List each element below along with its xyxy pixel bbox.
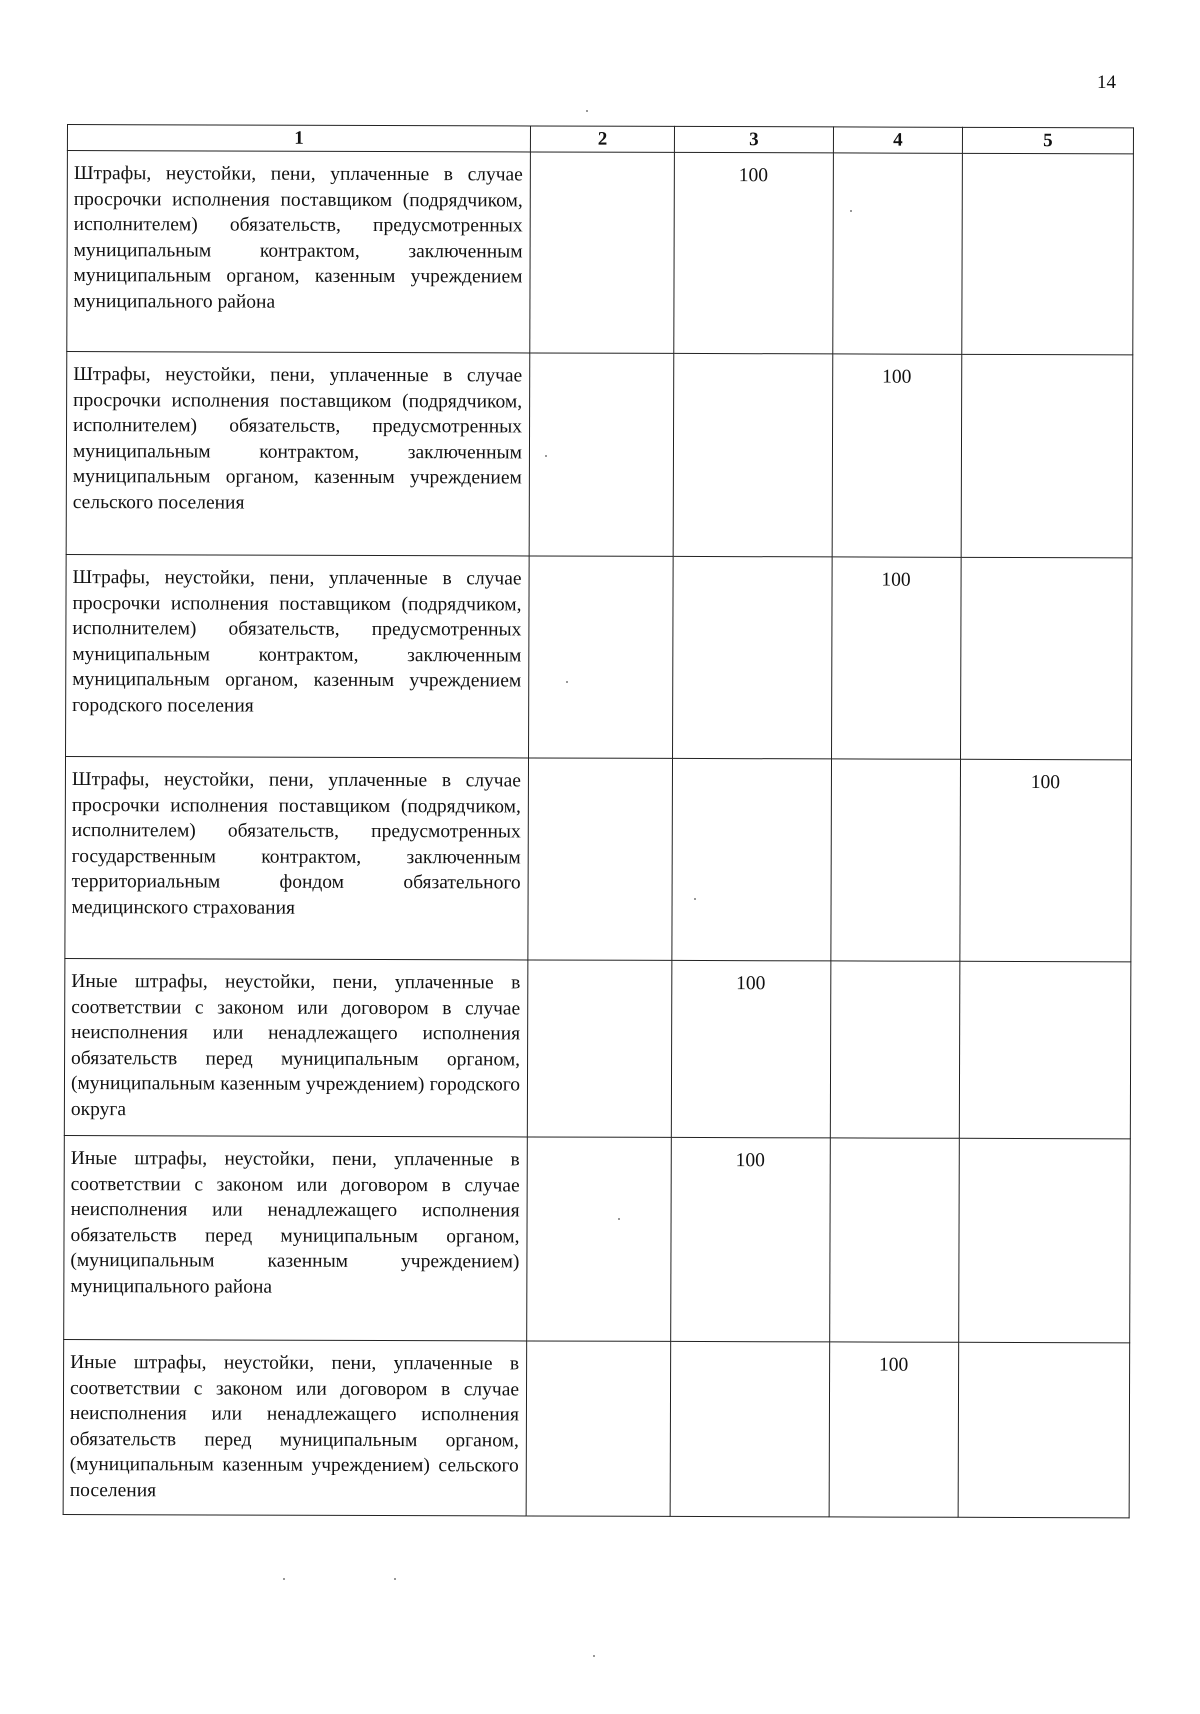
cell-col2 — [529, 556, 674, 758]
cell-col5: 100 — [960, 759, 1132, 962]
table-row — [64, 1135, 1131, 1342]
scan-speck — [694, 898, 696, 900]
scan-speck — [545, 455, 547, 457]
row-description: Штрафы, неустойки, пени, уплаченные в случае просрочки исполнения поставщиком (подрядчиком, исполнителем) обязательств, предусмотренных муниципальным контрактом, заключенным муниципальным органом, казенным учреждением сельского поселения — [66, 352, 530, 556]
scan-speck — [394, 1578, 396, 1580]
scan-speck — [618, 1218, 620, 1220]
cell-col4 — [833, 153, 963, 354]
cell-col4: 100 — [832, 557, 962, 759]
cell-col4 — [830, 1138, 960, 1342]
cell-col5 — [959, 961, 1131, 1139]
cell-col4: 100 — [832, 354, 962, 557]
cell-col3 — [670, 1341, 830, 1516]
scan-speck — [586, 110, 588, 112]
cell-col3 — [673, 556, 833, 758]
page-number: 14 — [1097, 72, 1116, 93]
cell-col3: 100 — [671, 960, 831, 1137]
cell-col3: 100 — [674, 152, 834, 353]
cell-col4: 100 — [829, 1342, 959, 1517]
cell-col4 — [831, 759, 961, 961]
cell-col2 — [526, 1341, 671, 1516]
column-header-1: 1 — [67, 125, 530, 152]
cell-col2 — [529, 353, 674, 556]
cell-col5 — [962, 153, 1134, 355]
table-row — [63, 1339, 1130, 1517]
row-description: Иные штрафы, неустойки, пени, уплаченные в соответствии с законом или договором в случае неисполнения или ненадлежащего исполнения обязательств перед муниципальным органом, (муниципальным казенным учреждением) городского округа — [64, 958, 528, 1136]
table-row — [65, 756, 1132, 961]
cell-col5 — [961, 557, 1133, 760]
table-row — [64, 958, 1131, 1138]
cell-col3: 100 — [671, 1137, 831, 1341]
column-header-4: 4 — [833, 127, 962, 153]
table-row — [66, 352, 1133, 558]
scan-speck — [850, 210, 852, 212]
cell-col5 — [959, 1138, 1131, 1343]
cell-col4 — [830, 961, 960, 1138]
scan-speck — [283, 1578, 285, 1580]
column-header-2: 2 — [530, 126, 674, 152]
column-header-5: 5 — [962, 127, 1133, 154]
row-description: Иные штрафы, неустойки, пени, уплаченные в соответствии с законом или договором в случае неисполнения или ненадлежащего исполнения обязательств перед муниципальным органом, (муниципальным казенным учреждением) сельского поселения — [63, 1339, 527, 1515]
table-row — [66, 554, 1133, 759]
cell-col3 — [673, 353, 833, 556]
cell-col2 — [527, 1137, 672, 1341]
cell-col5 — [958, 1342, 1130, 1518]
cell-col5 — [961, 354, 1133, 558]
cell-col3 — [672, 758, 832, 960]
revenue-classification-table — [63, 124, 1134, 1518]
scan-speck — [566, 681, 568, 683]
scan-speck — [593, 1655, 595, 1657]
cell-col2 — [527, 960, 672, 1137]
table-row — [67, 151, 1134, 355]
table-header-row — [67, 125, 1133, 154]
column-header-3: 3 — [674, 126, 833, 152]
row-description: Штрафы, неустойки, пени, уплаченные в случае просрочки исполнения поставщиком (подрядчиком, исполнителем) обязательств, предусмотренных государственным контрактом, заключенным территориальным фондом обязательного медицинского страхования — [65, 756, 529, 959]
row-description: Штрафы, неустойки, пени, уплаченные в случае просрочки исполнения поставщиком (подрядчиком, исполнителем) обязательств, предусмотренных муниципальным контрактом, заключенным муниципальным органом, казенным учреждением городского поселения — [66, 554, 530, 757]
cell-col2 — [530, 152, 675, 353]
cell-col2 — [528, 758, 673, 960]
row-description: Штрафы, неустойки, пени, уплаченные в случае просрочки исполнения поставщиком (подрядчиком, исполнителем) обязательств, предусмотренных муниципальным контрактом, заключенным муниципальным органом, казенным учреждением муниципального района — [67, 151, 531, 353]
row-description: Иные штрафы, неустойки, пени, уплаченные в соответствии с законом или договором в случае неисполнения или ненадлежащего исполнения обязательств перед муниципальным органом, (муниципальным казенным учреждением) муниципального района — [64, 1135, 528, 1340]
